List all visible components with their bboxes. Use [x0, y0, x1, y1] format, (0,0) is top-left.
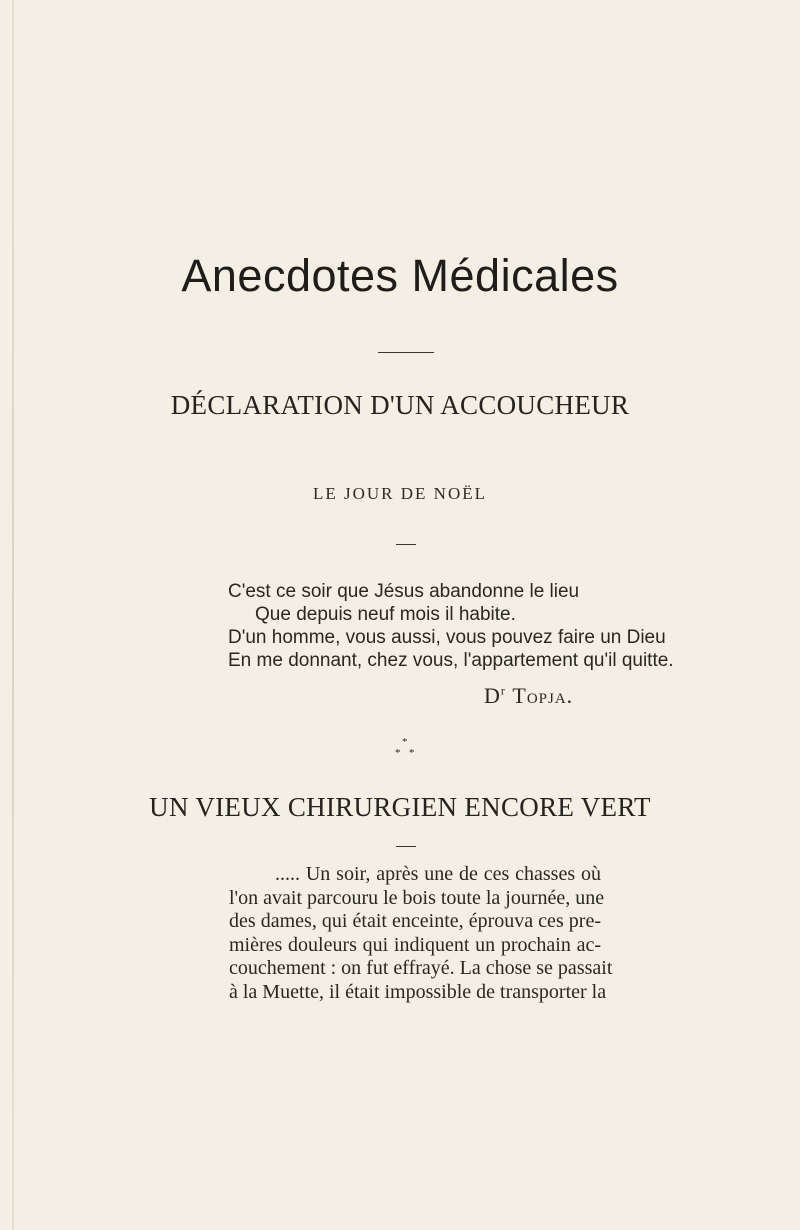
prose-line: couchement : on fut effrayé. La chose se passait [229, 957, 613, 979]
poem-signature [484, 683, 573, 709]
prose-line: des dames, qui était enceinte, éprouva ces pre- [229, 910, 601, 932]
prose-line: mières douleurs qui indiquent un prochain ac- [229, 933, 601, 956]
poem-line: En me donnant, chez vous, l'appartement qu'il quitte. [228, 650, 674, 671]
poem-line: D'un homme, vous aussi, vous pouvez faire un Dieu [228, 627, 666, 648]
signature-name: Topja. [512, 683, 574, 708]
prose-line: l'on avait parcouru le bois toute la journée, une [229, 886, 605, 909]
book-title: Anecdotes Médicales [181, 250, 619, 301]
section-rule [396, 544, 416, 545]
title-rule [378, 352, 434, 353]
section-rule [396, 846, 416, 847]
prose-paragraph [229, 863, 613, 1004]
star-icon: * [402, 736, 408, 748]
poem [228, 580, 674, 672]
poem-line: C'est ce soir que Jésus abandonne le lieu [228, 581, 580, 602]
signature-sup: r [500, 683, 506, 698]
asterism-separator [395, 737, 419, 759]
poem-line: Que depuis neuf mois il habite. [255, 604, 516, 625]
section-heading-declaration: DÉCLARATION D'UN ACCOUCHEUR [170, 390, 630, 420]
star-icon: * [409, 747, 415, 759]
prose-line: à la Muette, il était impossible de transporter la [229, 980, 607, 1003]
section-heading-chirurgien: UN VIEUX CHIRURGIEN ENCORE VERT [149, 792, 651, 822]
section-subheading: LE JOUR DE NOËL [312, 484, 487, 503]
signature-prefix: D [484, 683, 501, 708]
page-edge [12, 0, 14, 1230]
prose-line: ..... Un soir, après une de ces chasses où [275, 863, 601, 885]
star-icon: * [395, 747, 401, 759]
